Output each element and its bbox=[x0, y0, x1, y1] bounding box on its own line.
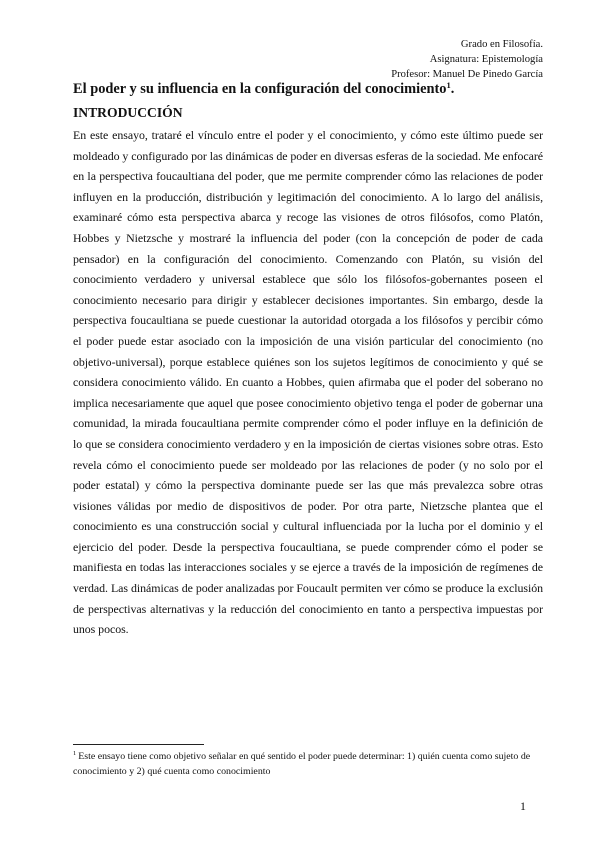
footnote bbox=[73, 749, 543, 780]
header-block bbox=[391, 37, 543, 83]
title-footnote-ref[interactable]: 1 bbox=[446, 80, 451, 90]
body-paragraph: En este ensayo, trataré el vínculo entre el poder y el conocimiento, y cómo este último puede ser moldeado y configurado por las dinámicas de poder en diversas esferas de la sociedad. Me enfocaré en la perspectiva foucaultiana del poder, que me permite comprender cómo las relaciones de poder influyen en la producción, distribución y legitimación del conocimiento. A lo largo del análisis, examinaré cómo esta perspectiva abarca y recoge las visiones de otros filósofos, como Platón, Hobbes y Nietzsche y mostraré la influencia del poder (con la concepción de poder de cada pensador) en la configuración del conocimiento. Comenzando con Platón, su visión del conocimiento verdadero y universal establece que sólo los filósofos-gobernantes poseen el conocimiento necesario para dirigir y establecer decisiones importantes. Sin embargo, desde la perspectiva foucaultiana se puede cuestionar la autoridad otorgada a los filósofos y percibir cómo el poder puede estar asociado con la imposición de una visión particular del conocimiento (no objetivo-universal), porque establece quiénes son los sujetos legítimos de conocimiento y qué se considera conocimiento válido. En cuanto a Hobbes, quien afirmaba que el poder del soberano no implica necesariamente que aquel que posee conocimiento objetivo tenga el poder de gobernar una comunidad, la mirada foucaultiana permite comprender cómo el poder influye en la definición de lo que se considera conocimiento verdadero y en la imposición de ciertas visiones sobre otras. Esto revela cómo el conocimiento puede ser moldeado por las relaciones de poder (y no solo por el poder estatal) y cómo la perspectiva dominante puede ser las que más prevalezca sobre otras visiones válidas por medio de dispositivos de poder. Por otra parte, Nietzsche plantea que el conocimiento es una construcción social y cultural influenciada por la lucha por el dominio y el ejercicio del poder. Desde la perspectiva foucaultiana, se puede comprender cómo el poder se manifiesta en todas las interacciones sociales y se ejerce a través de la imposición de regímenes de verdad. Las dinámicas de poder analizadas por Foucault permiten ver cómo se produce la exclusión de perspectivas alternativas y la reducción del conocimiento en tanto a perspectiva impuestas por unos pocos. bbox=[73, 128, 543, 637]
document-title-text: El poder y su influencia en la configuración del conocimiento bbox=[73, 81, 447, 97]
header-subject: Asignatura: Epistemología bbox=[429, 54, 543, 66]
section-heading: INTRODUCCIÓN bbox=[73, 105, 183, 120]
footnote-text: Este ensayo tiene como objetivo señalar en qué sentido el poder puede determinar: 1) quién cuenta como sujeto de conocimiento y 2) qué cuenta como conocimiento bbox=[73, 751, 531, 778]
footnote-marker: 1 bbox=[73, 750, 77, 757]
header-degree: Grado en Filosofía. bbox=[460, 39, 543, 50]
footnote-divider bbox=[73, 744, 204, 745]
header-professor: Profesor: Manuel De Pinedo García bbox=[391, 69, 543, 81]
title-end-punctuation: . bbox=[450, 81, 455, 97]
document-title bbox=[73, 79, 543, 99]
page-number: 1 bbox=[520, 799, 526, 813]
